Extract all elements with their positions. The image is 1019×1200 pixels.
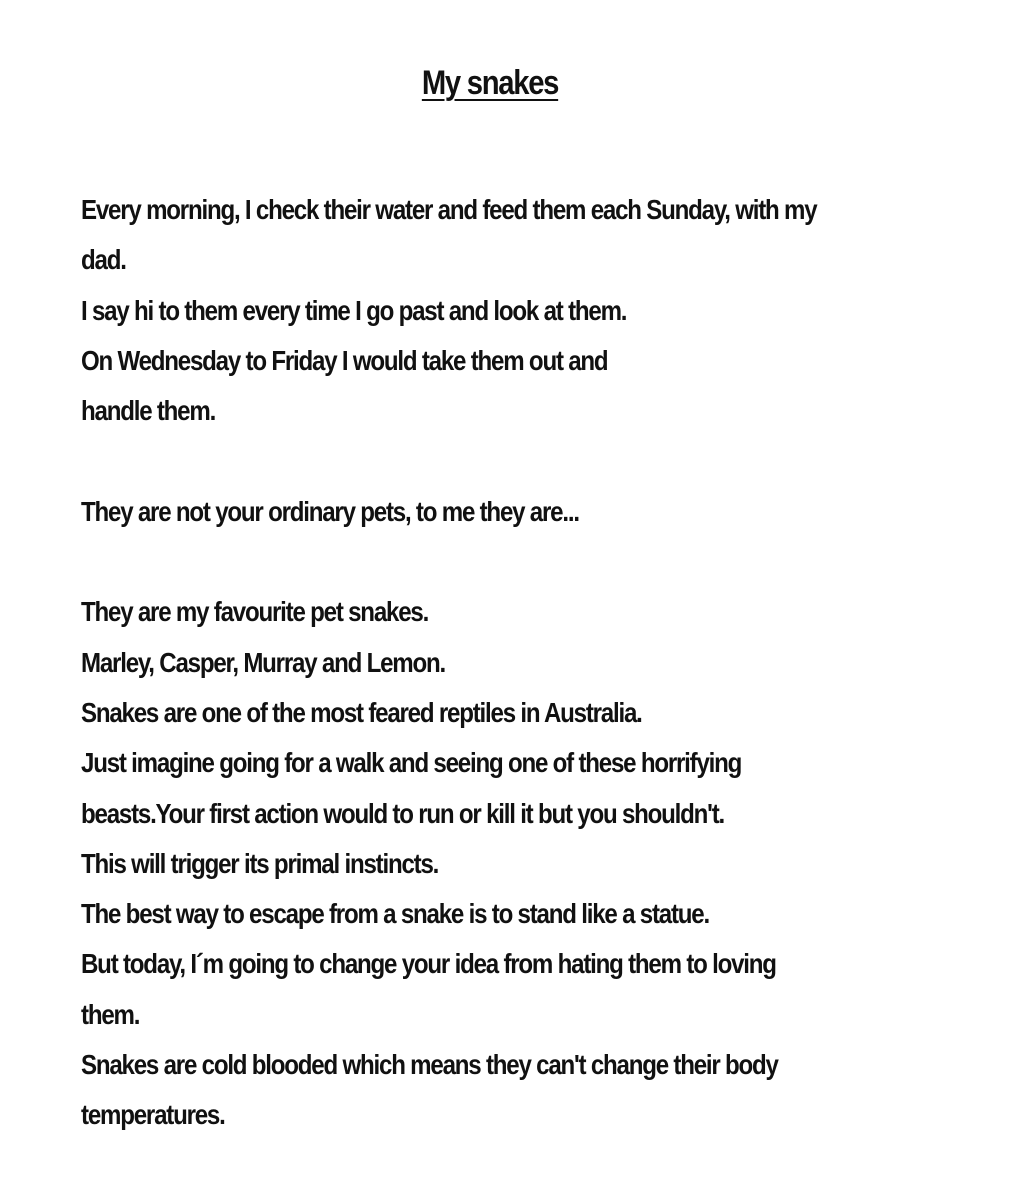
text-line: They are not your ordinary pets, to me they are... [81, 495, 579, 527]
text-line: Just imagine going for a walk and seeing one of these horrifying [81, 747, 742, 779]
text-line: On Wednesday to Friday I would take them out and [81, 344, 608, 376]
text-line: them. [81, 998, 140, 1030]
text-line: Snakes are cold blooded which means they can't change their body [81, 1049, 778, 1081]
text-line: Marley, Casper, Murray and Lemon. [81, 646, 445, 678]
text-line: beasts.Your first action would to run or kill it but you shouldn't. [81, 797, 725, 829]
text-line: Every morning, I check their water and feed them each Sunday, with my [81, 194, 817, 225]
text-line: I say hi to them every time I go past and look at them. [81, 294, 627, 326]
text-line: handle them. [81, 395, 216, 427]
text-line: dad. [81, 244, 126, 276]
blank-line [81, 436, 950, 486]
text-line: Snakes are one of the most feared reptiles in Australia. [81, 696, 642, 728]
title-text: My snakes [421, 64, 559, 102]
blank-line [81, 537, 950, 587]
text-line: They are my favourite pet snakes. [81, 596, 429, 628]
text-line: This will trigger its primal instincts. [81, 847, 439, 879]
document-body [81, 185, 950, 1141]
document-title [69, 58, 912, 108]
text-line: But today, I´m going to change your idea from hating them to loving [81, 948, 776, 980]
text-line: temperatures. [81, 1099, 225, 1131]
text-line: The best way to escape from a snake is to stand like a statue. [81, 898, 709, 930]
